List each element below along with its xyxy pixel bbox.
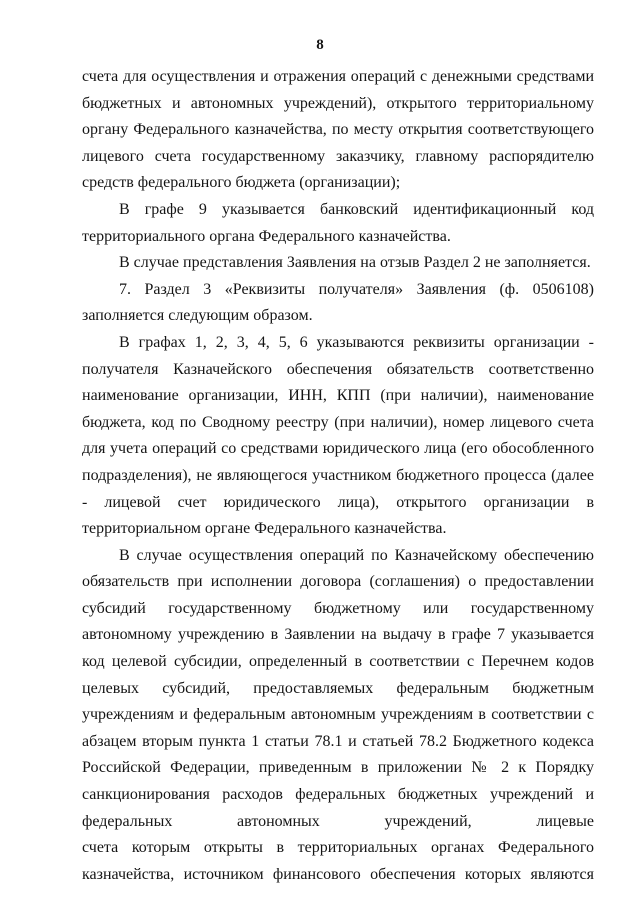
page-number: 8	[316, 37, 324, 53]
paragraph-subsidy-case-line-b: казначейства, источником финансового обеспечения которых являются	[82, 865, 594, 883]
paragraph-bik-line-2: территориального органа Федерального казначейства.	[82, 227, 451, 245]
paragraph-recipient-details: В графах 1, 2, 3, 4, 5, 6 указываются реквизиты организации - получателя Казначейского обеспечения обязательств соответственно наименование организации, ИНН, КПП (при наличии), наименование бюджета, код по Сводному реестру (при наличии), номер лицевого счета для учета операций со средствами юридического лица (его обособленного подразделения), не являющегося участником бюджетного процесса (далее - лицевой счет юридического лица), открытого организации в территориальном органе Федерального казначейства.	[82, 333, 594, 538]
paragraph-bik-line-1: В графе 9 указывается банковский идентификационный код	[119, 200, 594, 218]
paragraph-subsidy-case	[82, 543, 594, 889]
paragraph-section2-note: В случае представления Заявления на отзыв Раздел 2 не заполняется.	[119, 254, 591, 272]
paragraph-subsidy-case-line-a: счета которым открыты в территориальных органах Федерального	[82, 839, 594, 857]
paragraph-continuation: счета для осуществления и отражения операций с денежными средствами бюджетных и автономных учреждений), открытого территориальному органу Федерального казначейства, по месту открытия соответствующего лицевого счета государственному заказчику, главному распорядителю средств федерального бюджета (организации);	[82, 68, 594, 192]
paragraph-subsidy-case-head: В случае осуществления операций по Казначейскому обеспечению обязательств при исполнении договора (соглашения) о предоставлении субсидий государственному бюджетному или государственному автономному учреждению в Заявлении на выдачу в графе 7 указывается код целевой субсидии, определенный в соответствии с Перечнем кодов целевых субсидий, предоставляемых федеральным бюджетным учреждениям и федеральным автономным учреждениям в соответствии с абзацем вторым пункта 1 статьи 78.1 и статьей 78.2 Бюджетного кодекса Российской Федерации, приведенным в приложении № 2 к Порядку санкционирования расходов федеральных бюджетных учреждений и федеральных автономных учреждений, лицевые	[82, 546, 594, 830]
paragraph-bik	[82, 197, 594, 250]
document-body	[82, 64, 594, 888]
paragraph-section3-heading: 7. Раздел 3 «Реквизиты получателя» Заявления (ф. 0506108) заполняется следующим образом.	[82, 280, 594, 325]
